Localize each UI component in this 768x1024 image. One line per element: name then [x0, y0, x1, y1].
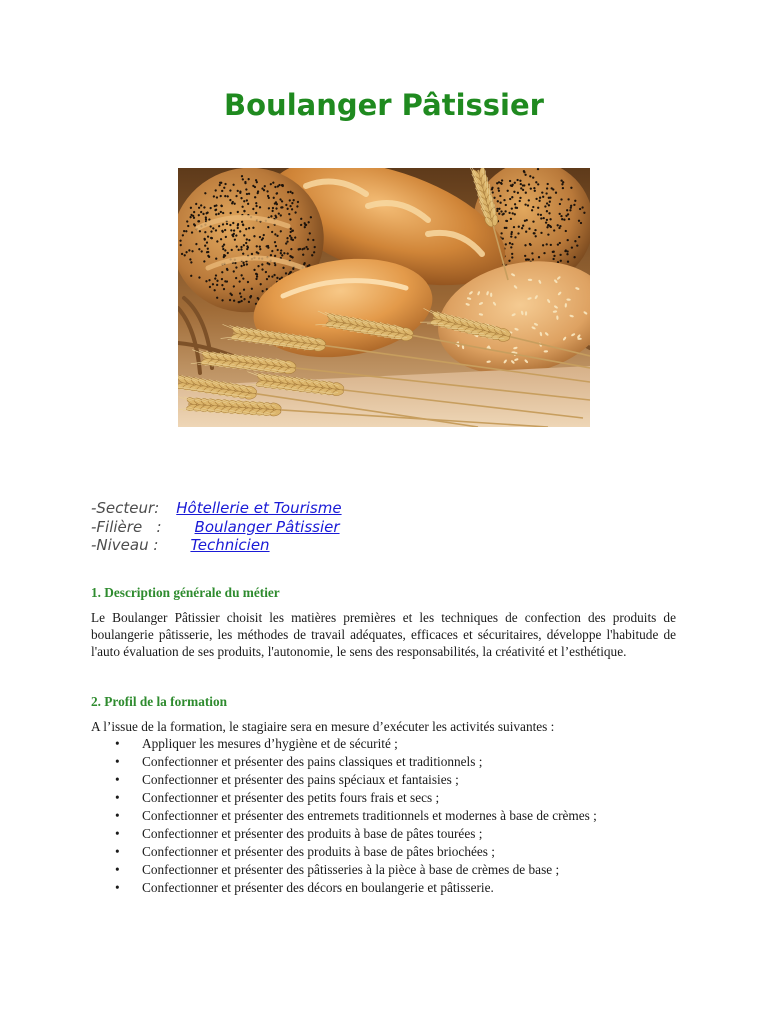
bread-photo: [178, 168, 590, 427]
poppy-seed: [521, 227, 523, 229]
poppy-seed: [537, 183, 539, 185]
poppy-seed: [552, 258, 554, 260]
poppy-seed: [553, 255, 555, 257]
poppy-seed: [509, 180, 511, 182]
poppy-seed: [534, 190, 536, 192]
poppy-seed: [579, 208, 581, 210]
poppy-seed: [505, 204, 507, 206]
poppy-seed: [498, 208, 500, 210]
poppy-seed: [547, 224, 549, 226]
poppy-seed: [548, 204, 550, 206]
page-title: Boulanger Pâtissier: [224, 88, 544, 122]
poppy-seed: [576, 244, 578, 246]
list-item-text: Confectionner et présenter des décors en boulangerie et pâtisserie.: [142, 880, 494, 895]
poppy-seed: [500, 210, 502, 212]
list-item: [91, 771, 711, 789]
poppy-seed: [532, 176, 534, 178]
bullet-icon: •: [115, 862, 120, 877]
poppy-seed: [542, 244, 544, 246]
poppy-seed: [560, 198, 562, 200]
poppy-seed: [566, 209, 568, 211]
poppy-seed: [528, 183, 530, 185]
poppy-seed: [509, 242, 511, 244]
poppy-seed: [563, 219, 565, 221]
poppy-seed: [499, 202, 501, 204]
poppy-seed: [570, 207, 572, 209]
list-item: [91, 753, 711, 771]
poppy-seed: [510, 235, 512, 237]
meta-label: -Niveau :: [91, 536, 159, 554]
list-item: [91, 861, 711, 879]
poppy-seed: [501, 213, 503, 215]
poppy-seed: [505, 227, 507, 229]
poppy-seed: [498, 181, 500, 183]
poppy-seed: [543, 252, 545, 254]
meta-label: -Secteur:: [91, 499, 160, 517]
poppy-seed: [545, 221, 547, 223]
poppy-seed: [550, 226, 552, 228]
poppy-seed: [529, 243, 531, 245]
poppy-seed: [511, 256, 513, 258]
poppy-seed: [530, 187, 532, 189]
poppy-seed: [500, 183, 502, 185]
poppy-seed: [499, 195, 501, 197]
meta-filiere: [91, 518, 342, 537]
poppy-seed: [560, 215, 562, 217]
poppy-seed: [565, 230, 567, 232]
list-item: [91, 825, 711, 843]
poppy-seed: [505, 220, 507, 222]
poppy-seed: [520, 187, 522, 189]
poppy-seed: [546, 226, 548, 228]
poppy-seed: [527, 204, 529, 206]
poppy-seed: [562, 187, 564, 189]
list-item-text: Appliquer les mesures d’hygiène et de sécurité ;: [142, 736, 398, 751]
poppy-seed: [546, 219, 548, 221]
poppy-seed: [524, 220, 526, 222]
poppy-seed: [525, 259, 527, 261]
poppy-seed: [547, 233, 549, 235]
poppy-seed: [507, 190, 509, 192]
metadata-block: [91, 499, 342, 555]
poppy-seed: [552, 251, 554, 253]
poppy-seed: [574, 200, 576, 202]
poppy-seed: [510, 218, 512, 220]
poppy-seed: [539, 197, 541, 199]
poppy-seed: [545, 192, 547, 194]
bullet-icon: •: [115, 736, 120, 751]
poppy-seed: [532, 220, 534, 222]
poppy-seed: [570, 187, 572, 189]
poppy-seed: [516, 207, 518, 209]
poppy-seed: [511, 243, 513, 245]
poppy-seed: [537, 207, 539, 209]
poppy-seed: [514, 213, 516, 215]
poppy-seed: [508, 212, 510, 214]
meta-secteur: [91, 499, 342, 518]
poppy-seed: [522, 189, 524, 191]
poppy-seed: [560, 179, 562, 181]
poppy-seed: [520, 183, 522, 185]
bullet-icon: •: [115, 808, 120, 823]
poppy-seed: [511, 253, 513, 255]
poppy-seed: [568, 218, 570, 220]
poppy-seed: [519, 197, 521, 199]
poppy-seed: [546, 243, 548, 245]
profil-intro: A l’issue de la formation, le stagiaire sera en mesure d’exécuter les activités suivantes :: [91, 719, 555, 734]
list-item: [91, 789, 711, 807]
poppy-seed: [570, 205, 572, 207]
poppy-seed: [497, 187, 499, 189]
poppy-seed: [567, 198, 569, 200]
bullet-icon: •: [115, 880, 120, 895]
poppy-seed: [540, 232, 542, 234]
poppy-seed: [528, 199, 530, 201]
list-item: [91, 735, 711, 753]
poppy-seed: [535, 198, 537, 200]
poppy-seed: [528, 228, 530, 230]
poppy-seed: [510, 184, 512, 186]
poppy-seed: [542, 196, 544, 198]
poppy-seed: [574, 240, 576, 242]
poppy-seed: [523, 184, 525, 186]
poppy-seed: [508, 260, 510, 262]
poppy-seed: [504, 210, 506, 212]
niveau-link[interactable]: Technicien: [190, 536, 270, 554]
poppy-seed: [522, 225, 524, 227]
poppy-seed: [557, 224, 559, 226]
poppy-seed: [561, 218, 563, 220]
poppy-seed: [565, 249, 567, 251]
poppy-seed: [533, 232, 535, 234]
poppy-seed: [535, 235, 537, 237]
poppy-seed: [496, 210, 498, 212]
poppy-seed: [524, 244, 526, 246]
filiere-link[interactable]: Boulanger Pâtissier: [194, 517, 340, 536]
poppy-seed: [523, 171, 525, 173]
poppy-seed: [548, 212, 550, 214]
poppy-seed: [578, 220, 580, 222]
poppy-seed: [533, 187, 535, 189]
poppy-seed: [537, 168, 539, 170]
poppy-seed: [573, 204, 575, 206]
poppy-seed: [538, 256, 540, 258]
description-paragraph: Le Boulanger Pâtissier choisit les matières premières et les techniques de confection des produits de boulangerie pâtisserie, les méthodes de travail adéquates, efficaces et sécuritaires, développe l'habitude de l'auto évaluation de ses produits, l'autonomie, le sens des responsabilités, la créativité et l’esthétique.: [91, 610, 676, 659]
poppy-seed: [502, 237, 504, 239]
poppy-seed: [583, 212, 585, 214]
list-item-text: Confectionner et présenter des produits à base de pâtes briochées ;: [142, 844, 495, 859]
poppy-seed: [573, 256, 575, 258]
poppy-seed: [532, 258, 534, 260]
poppy-seed: [541, 191, 543, 193]
meta-niveau: [91, 536, 342, 555]
poppy-seed: [524, 255, 526, 257]
bullet-icon: •: [115, 790, 120, 805]
poppy-seed: [525, 231, 527, 233]
poppy-seed: [498, 213, 500, 215]
poppy-seed: [496, 208, 498, 210]
bullet-icon: •: [115, 772, 120, 787]
poppy-seed: [571, 246, 573, 248]
poppy-seed: [498, 190, 500, 192]
poppy-seed: [516, 179, 518, 181]
poppy-seed: [500, 232, 502, 234]
poppy-seed: [544, 205, 546, 207]
section-heading-description: 1. Description générale du métier: [91, 585, 280, 600]
poppy-seed: [511, 207, 513, 209]
meta-label: -Filière :: [91, 517, 162, 536]
list-item-text: Confectionner et présenter des pains classiques et traditionnels ;: [142, 754, 483, 769]
poppy-seed: [525, 192, 527, 194]
poppy-seed: [559, 254, 561, 256]
poppy-seed: [514, 203, 516, 205]
poppy-seed: [501, 179, 503, 181]
poppy-seed: [555, 192, 557, 194]
poppy-seed: [518, 226, 520, 228]
poppy-seed: [569, 209, 571, 211]
poppy-seed: [532, 206, 534, 208]
poppy-seed: [553, 229, 555, 231]
poppy-seed: [503, 199, 505, 201]
poppy-seed: [540, 214, 542, 216]
poppy-seed: [513, 226, 515, 228]
secteur-link[interactable]: Hôtellerie et Tourisme: [176, 499, 342, 517]
poppy-seed: [546, 187, 548, 189]
poppy-seed: [561, 183, 563, 185]
list-item-text: Confectionner et présenter des produits à base de pâtes tourées ;: [142, 826, 483, 841]
poppy-seed: [559, 213, 561, 215]
poppy-seed: [509, 198, 511, 200]
poppy-seed: [514, 182, 516, 184]
list-item-text: Confectionner et présenter des pâtisseries à la pièce à base de crèmes de base ;: [142, 862, 560, 877]
poppy-seed: [540, 217, 542, 219]
poppy-seed: [511, 231, 513, 233]
poppy-seed: [548, 197, 550, 199]
section-heading-profil: 2. Profil de la formation: [91, 694, 228, 709]
poppy-seed: [560, 260, 562, 262]
poppy-seed: [531, 209, 533, 211]
bullet-icon: •: [115, 754, 120, 769]
poppy-seed: [492, 191, 494, 193]
poppy-seed: [578, 236, 580, 238]
poppy-seed: [549, 218, 551, 220]
list-item-text: Confectionner et présenter des petits fours frais et secs ;: [142, 790, 440, 805]
poppy-seed: [559, 203, 561, 205]
poppy-seed: [517, 232, 519, 234]
poppy-seed: [512, 212, 514, 214]
poppy-seed: [581, 206, 583, 208]
poppy-seed: [531, 252, 533, 254]
poppy-seed: [546, 202, 548, 204]
poppy-seed: [562, 181, 564, 183]
poppy-seed: [538, 200, 540, 202]
poppy-seed: [559, 242, 561, 244]
poppy-seed: [566, 253, 568, 255]
poppy-seed: [543, 217, 545, 219]
poppy-seed: [557, 243, 559, 245]
activities-list: [91, 735, 711, 897]
poppy-seed: [552, 188, 554, 190]
poppy-seed: [517, 192, 519, 194]
poppy-seed: [511, 196, 513, 198]
poppy-seed: [513, 191, 515, 193]
poppy-seed: [549, 201, 551, 203]
poppy-seed: [524, 203, 526, 205]
poppy-seed: [534, 229, 536, 231]
list-item: [91, 879, 711, 897]
poppy-seed: [567, 261, 569, 263]
poppy-seed: [529, 175, 531, 177]
poppy-seed: [505, 243, 507, 245]
poppy-seed: [519, 200, 521, 202]
poppy-seed: [493, 197, 495, 199]
poppy-seed: [547, 183, 549, 185]
poppy-seed: [567, 239, 569, 241]
bullet-icon: •: [115, 826, 120, 841]
poppy-seed: [558, 227, 560, 229]
poppy-seed: [491, 188, 493, 190]
poppy-seed: [537, 213, 539, 215]
poppy-seed: [535, 181, 537, 183]
list-item-text: Confectionner et présenter des pains spéciaux et fantaisies ;: [142, 772, 459, 787]
poppy-seed: [567, 213, 569, 215]
poppy-seed: [510, 246, 512, 248]
poppy-seed: [514, 236, 516, 238]
list-item-text: Confectionner et présenter des entremets traditionnels et modernes à base de crèmes ;: [142, 808, 597, 823]
poppy-seed: [497, 200, 499, 202]
list-item: [91, 807, 711, 825]
poppy-seed: [550, 244, 552, 246]
poppy-seed: [546, 210, 548, 212]
poppy-seed: [580, 222, 582, 224]
list-item: [91, 843, 711, 861]
poppy-seed: [519, 180, 521, 182]
poppy-seed: [524, 174, 526, 176]
bullet-icon: •: [115, 844, 120, 859]
